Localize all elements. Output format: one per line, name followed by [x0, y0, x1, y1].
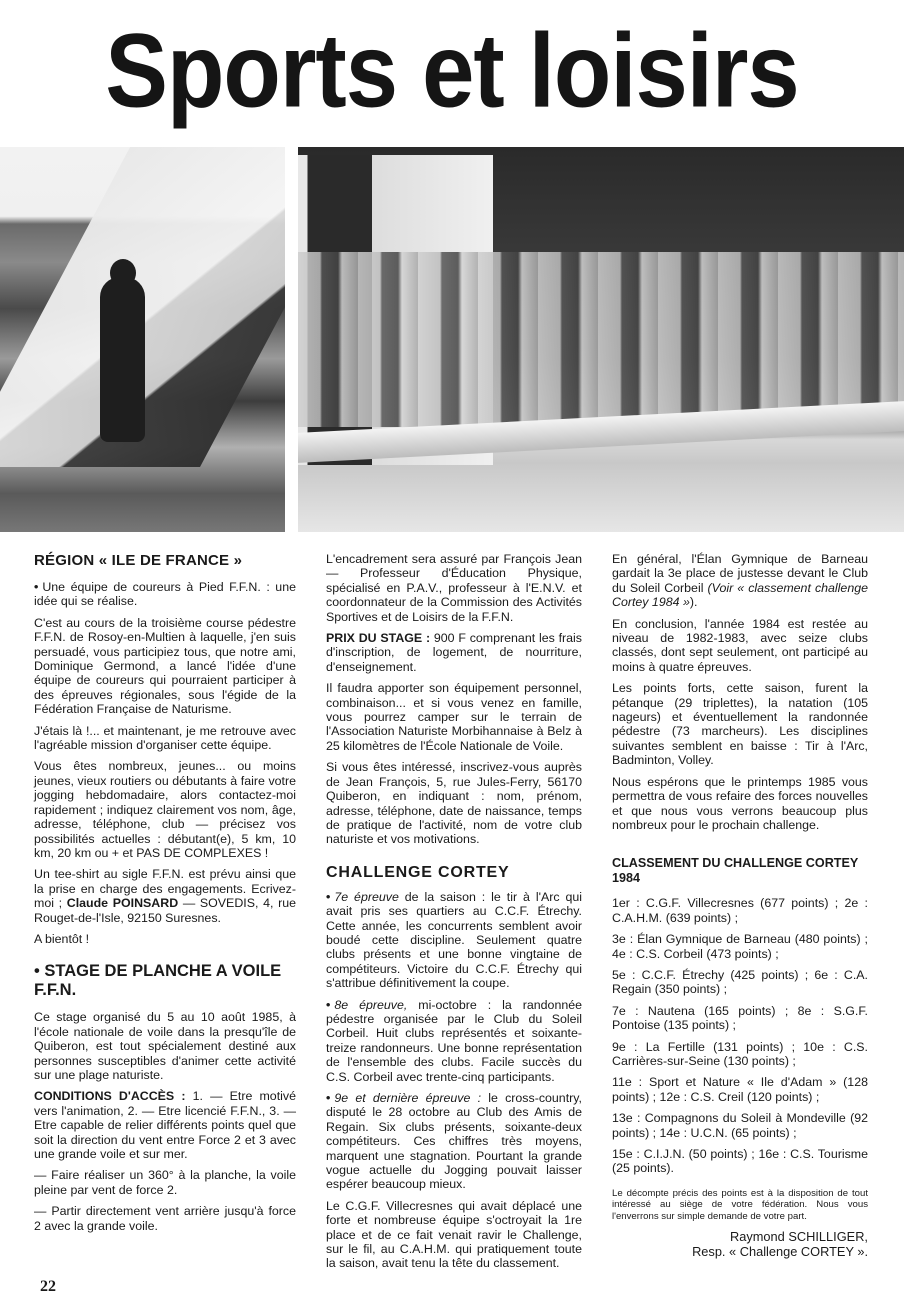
- challenge-heading: CHALLENGE CORTEY: [326, 863, 510, 881]
- page-number: 22: [40, 1278, 56, 1295]
- stage-paragraph: — Partir directement vent arrière jusqu'à force 2 avec la grande voile.: [34, 1204, 296, 1233]
- contact-text: Un tee-shirt au sigle F.F.N. est prévu ainsi que la prise en charge des engagements. Ecrivez-moi ;: [34, 867, 296, 911]
- surfer-shape: [100, 277, 145, 442]
- paragraph-italic: (Voir « classement challenge Cortey 1984 »: [612, 580, 868, 610]
- classement-row: 13e : Compagnons du Soleil à Mondeville (92 points) ; 14e : U.C.N. (65 points) ;: [612, 1111, 868, 1140]
- classement-row: 5e : C.C.F. Étrechy (425 points) ; 6e : C.A. Regain (350 points) ;: [612, 967, 868, 997]
- windsurfer-photo: [0, 147, 285, 532]
- classement-note: Le décompte précis des points est à la disposition de tout intéressé au siège de votre fédération. Nous vous l'enverrons sur simple demande de votre part.: [612, 1187, 868, 1222]
- paragraph-text: En général, l'Élan Gymnique de Barneau gardait la 3e place de justesse devant le Club du Soleil Corbeil: [612, 552, 868, 595]
- challenge-paragraph: Nous espérons que le printemps 1985 vous permettra de vous refaire des forces nouvelles et que nous vous verrons beaucoup plus nombreux pour le prochain challenge.: [612, 774, 868, 832]
- region-paragraph: J'étais là !... et maintenant, je me retrouve avec l'agréable mission d'organiser cette équipe.: [34, 723, 296, 753]
- stage-paragraph: Ce stage organisé du 5 au 10 août 1985, à l'école nationale de voile dans la presqu'île de Quiberon, est tout spécialement destiné aux personnes susceptibles d'animer cette activité sur une plage naturiste.: [34, 1010, 296, 1082]
- crowd-shape: [298, 252, 904, 427]
- region-intro-text: Une équipe de coureurs à Pied F.F.N. : une idée qui se réalise.: [34, 580, 296, 609]
- stage-conditions: [34, 1089, 296, 1161]
- epreuve-label: 9e et dernière épreuve :: [334, 1091, 482, 1105]
- signature-role: Resp. « Challenge CORTEY ».: [692, 1244, 868, 1260]
- stage-paragraph: — Faire réaliser un 360° à la planche, la voile pleine par vent de force 2.: [34, 1168, 296, 1197]
- bullet-icon: •: [34, 580, 39, 594]
- conditions-text: 1. — Etre motivé vers l'animation, 2. — Etre licencié F.F.N., 3. — Etre capable de relier différents points quel que soit la direction du vent entre Force 2 et 3 avec une grande voile et sur mer.: [34, 1089, 296, 1161]
- challenge-epreuve-7: [326, 890, 582, 991]
- stage-price: [326, 631, 582, 674]
- challenge-paragraph: Le C.G.F. Villecresnes qui avait déplacé une forte et nombreuse équipe s'octroyait la 1re place et de ce fait venait ravir le Challenge, sur le fil, au C.A.H.M. qui pratiquement toute la saison, avait tenu la tête du classement.: [326, 1198, 582, 1271]
- stage-paragraph: Il faudra apporter son équipement personnel, combinaison... et si vous venez en famille, vous pourrez camper sur le terrain de l'Association Naturiste Morbihannaise à Belz à 25 kilomètres de l'École Nationale de Voile.: [326, 681, 582, 753]
- stage-heading: • STAGE DE PLANCHE A VOILE F.F.N.: [34, 962, 282, 1000]
- paragraph-text: ).: [689, 595, 698, 610]
- classement-row: 15e : C.I.J.N. (50 points) ; 16e : C.S. Tourisme (25 points).: [612, 1147, 868, 1176]
- contact-name: Claude POINSARD: [66, 896, 179, 911]
- bullet-icon: •: [326, 1091, 331, 1105]
- classement-row: 11e : Sport et Nature « Ile d'Adam » (128 points) ; 12e : C.S. Creil (120 points) ;: [612, 1075, 868, 1104]
- epreuve-text: de la saison : le tir à l'Arc qui avait pris ses quartiers au C.C.F. Étrechy. Cette année, les concurrents semblent avoir boudé cette discipline. Seulement quatre clubs présents et une bonne vingtaine de compétiteurs. Victoire du C.C.F. Étrechy qui s'attribue définitivement la coupe.: [326, 889, 582, 991]
- column-1: [34, 552, 296, 1240]
- region-heading: RÉGION « ILE DE FRANCE »: [34, 552, 243, 569]
- challenge-paragraph: En conclusion, l'année 1984 est restée au niveau de 1982-1983, avec seize clubs classés, dont sept seulement, ont participé au moins à quatre épreuves.: [612, 616, 868, 674]
- column-2: [326, 552, 582, 1278]
- challenge-paragraph: Les points forts, cette saison, furent la pétanque (29 triplettes), la natation (105 nageurs) et éventuellement la randonnée pédestre (73 marcheurs). Les disciplines suivantes semblent en baisse : Tir à l'Arc, Badminton, Volley.: [612, 681, 868, 768]
- contact-address: — SOVEDIS, 4, rue Rouget-de-l'Isle, 92150 Suresnes.: [34, 896, 297, 925]
- region-paragraph: C'est au cours de la troisième course pédestre F.F.N. de Rosoy-en-Multien à laquelle, j'en suis persuadé, vous participiez tous, que notre ami, Dominique Germond, a lancé l'idée d'une équipe de coureurs qui pourraient participer à des épreuves régionales, sous l'égide de la Fédération Française de Naturisme.: [34, 615, 296, 717]
- challenge-epreuve-8: [326, 998, 582, 1084]
- stage-paragraph: L'encadrement sera assuré par François Jean — Professeur d'Éducation Physique, spécialisé en P.A.V., professeur à l'E.N.V. et coordonnateur de la Commission des Activités Sportives et de Loisirs de la F.F.N.: [326, 552, 582, 624]
- page-title: Sports et loisirs: [105, 11, 799, 129]
- stage-paragraph: Si vous êtes intéressé, inscrivez-vous auprès de Jean François, 5, rue Jules-Ferry, 56170 Quiberon, en indiquant : nom, prénom, adresse, téléphone, date de naissance, temps de pratique de l'activité, nom de votre club naturiste et vos motivations.: [326, 760, 582, 847]
- region-contact: [34, 867, 296, 925]
- challenge-paragraph: [612, 552, 868, 610]
- epreuve-text: mi-octobre : la randonnée pédestre organisée par le Club du Soleil Corbeil. Huit clubs représentés et soixante-treize randonneurs. Une bonne représentation de l'ensemble des clubs. Facile succès du C.S. Corbeil avec trente-cinq participants.: [326, 997, 583, 1084]
- region-intro: [34, 580, 296, 609]
- epreuve-label: 8e épreuve,: [334, 997, 408, 1012]
- classement-row: 1er : C.G.F. Villecresnes (677 points) ; 2e : C.A.H.M. (639 points) ;: [612, 896, 868, 925]
- region-signoff: A bientôt !: [34, 931, 90, 946]
- classement-heading: CLASSEMENT DU CHALLENGE CORTEY 1984: [612, 856, 859, 886]
- region-paragraph: Vous êtes nombreux, jeunes... ou moins jeunes, vieux routiers ou débutants à faire votre jogging hebdomadaire, alors contactez-moi rapidement ; indiquez clairement vos nom, âge, adresse, téléphone, club — précisez vos possibilités actuelles : débutant(e), 5 km, 10 km, 20 km ou + et PAS DE COMPLEXES !: [34, 759, 296, 860]
- epreuve-text: le cross-country, disputé le 28 octobre au Club des Amis de Regain. Six clubs présents, soixante-deux compétiteurs. Ces chiffres très moyens, marquent une stagnation. Pourtant la grande vogue actuelle du Jogging pouvait laisser espérer beaucoup mieux.: [326, 1091, 582, 1192]
- column-3: [612, 552, 868, 1259]
- classement-row: 9e : La Fertille (131 points) ; 10e : C.S. Carrières-sur-Seine (130 points) ;: [612, 1039, 868, 1068]
- price-label: PRIX DU STAGE :: [326, 631, 431, 646]
- conditions-label: CONDITIONS D'ACCÈS :: [34, 1089, 186, 1104]
- signature-name: Raymond SCHILLIGER,: [730, 1229, 868, 1245]
- bullet-icon: •: [326, 889, 331, 904]
- price-text: 900 F comprenant les frais d'inscription, de logement, de nourriture, d'enseignement.: [326, 631, 582, 674]
- challenge-epreuve-9: [326, 1091, 582, 1192]
- pool-group-photo: [298, 147, 904, 532]
- epreuve-label: 7e épreuve: [334, 889, 399, 904]
- classement-row: 7e : Nautena (165 points) ; 8e : S.G.F. Pontoise (135 points) ;: [612, 1003, 868, 1033]
- bullet-icon: •: [326, 997, 331, 1012]
- classement-row: 3e : Élan Gymnique de Barneau (480 points) ; 4e : C.S. Corbeil (473 points) ;: [612, 932, 868, 961]
